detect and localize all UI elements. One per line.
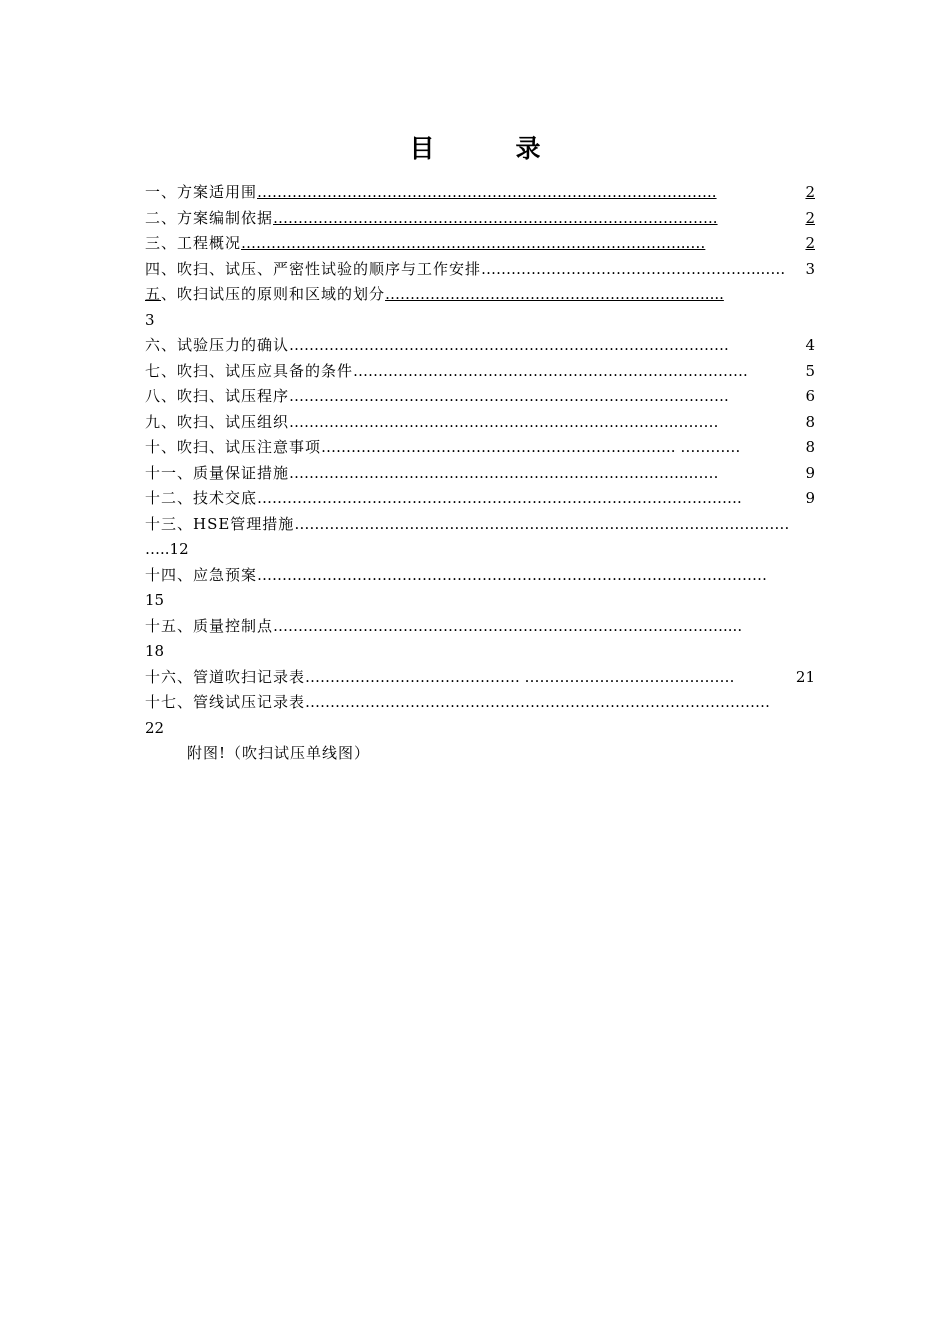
toc-page-number: 2 xyxy=(805,208,815,227)
toc-leader-dots: ……………………………………………………………………. xyxy=(353,361,748,380)
toc-entry[interactable] xyxy=(145,359,815,385)
toc-page-number: 2 xyxy=(805,234,815,252)
toc-leader-dots: ……………………………………………………………………………………. xyxy=(257,489,742,507)
toc-leader-dots: ……………………………………………………………………………….. xyxy=(257,183,717,201)
toc-entry-label: 九、吹扫、试压组织 xyxy=(145,412,290,431)
toc-page-number: 3 xyxy=(805,259,815,278)
toc-entry-label: 五、吹扫试压的原则和区域的划分 xyxy=(145,285,386,303)
toc-entry[interactable] xyxy=(145,257,815,283)
toc-entry[interactable] xyxy=(145,435,815,461)
toc-entry[interactable] xyxy=(145,206,815,232)
toc-entry[interactable] xyxy=(145,563,815,589)
toc-page-number: 6 xyxy=(805,387,815,405)
toc-entry-label: 十七、管线试压记录表 xyxy=(145,693,306,711)
toc-entry-label: 十六、管道吹扫记录表 xyxy=(145,667,306,686)
toc-page-number-wrapped: 22 xyxy=(145,718,165,737)
toc-leader-dots: ……………………………………………………………………..…… xyxy=(289,463,719,482)
table-of-contents xyxy=(145,180,815,767)
toc-entry[interactable] xyxy=(145,461,815,487)
toc-entry[interactable] xyxy=(145,410,815,436)
toc-entry-label: 十五、质量控制点 xyxy=(145,616,274,635)
toc-entry-label: 七、吹扫、试压应具备的条件 xyxy=(145,361,354,380)
toc-leader-dots: ………………………………………………………………………………… xyxy=(305,693,771,711)
toc-page-number: 4 xyxy=(805,336,815,354)
toc-page-number-wrapped: 18 xyxy=(145,642,165,660)
toc-page-number: 9 xyxy=(805,463,815,482)
toc-leader-dots: ……………………………………. …………………………………… xyxy=(305,667,735,686)
toc-entry-label: 十三、HSE管理措施 xyxy=(145,514,295,533)
toc-entry[interactable] xyxy=(145,512,815,538)
toc-page-number: 9 xyxy=(805,489,815,507)
toc-entry[interactable] xyxy=(145,333,815,359)
toc-leader-dots: ……………………………………………………………………………...… xyxy=(241,234,706,252)
toc-leader-dots: …………………………………………………………………………….. xyxy=(273,208,718,227)
toc-leader-dots: ………………………………………………………………………………………… xyxy=(257,565,768,584)
toc-entry-label: 三、工程概况 xyxy=(145,234,242,252)
toc-leader-dots: ……………………………………………………………………………….... xyxy=(273,616,743,635)
toc-entry[interactable] xyxy=(145,486,815,512)
toc-leader-dots: ………………………………………………...…. xyxy=(481,259,786,278)
page-title: 目 录 xyxy=(409,134,569,163)
toc-page-number: 8 xyxy=(805,438,815,456)
toc-entry-label: 六、试验压力的确认 xyxy=(145,336,290,354)
toc-entry[interactable] xyxy=(145,231,815,257)
toc-entry[interactable] xyxy=(145,665,815,691)
toc-entry-label: 十、吹扫、试压注意事项 xyxy=(145,438,322,456)
toc-leader-dots: …………………………………………………………….. ………… xyxy=(321,438,741,456)
toc-entry[interactable] xyxy=(145,384,815,410)
toc-leader-dots: ………………………………………………………..... xyxy=(385,285,724,303)
toc-entry-label: 十二、技术交底 xyxy=(145,489,258,507)
toc-entry-label: 一、方案适用围 xyxy=(145,183,258,201)
toc-leader-dots: …………………………………………………………………..……… xyxy=(289,412,719,431)
toc-leader-dots: ……………………………………………………………………………………… xyxy=(294,514,790,533)
toc-entry[interactable] xyxy=(145,180,815,206)
toc-page-number-wrapped: 15 xyxy=(145,591,165,609)
toc-entry-label: 十一、质量保证措施 xyxy=(145,463,290,482)
toc-entry[interactable] xyxy=(145,282,815,308)
toc-entry[interactable] xyxy=(145,614,815,640)
toc-entry-label: 八、吹扫、试压程序 xyxy=(145,387,290,405)
toc-entry[interactable] xyxy=(145,690,815,716)
appendix-note: 附图!（吹扫试压单线图） xyxy=(187,744,371,762)
toc-entry-label: 四、吹扫、试压、严密性试验的顺序与工作安排 xyxy=(145,259,482,278)
toc-leader-dots: ……………………………………………………………………………. xyxy=(289,387,729,405)
toc-page-number-wrapped: 3 xyxy=(145,310,155,329)
toc-entry-label: 十四、应急预案 xyxy=(145,565,258,584)
toc-page-number: 8 xyxy=(805,412,815,431)
toc-entry-label: 二、方案编制依据 xyxy=(145,208,274,227)
toc-leader-dots: ……………………………………………………………………………. xyxy=(289,336,729,354)
toc-page-number: 2 xyxy=(805,183,815,201)
toc-page-number: 5 xyxy=(805,361,815,380)
toc-page-number: 21 xyxy=(795,667,815,686)
toc-page-number-wrapped: …..12 xyxy=(145,540,189,558)
